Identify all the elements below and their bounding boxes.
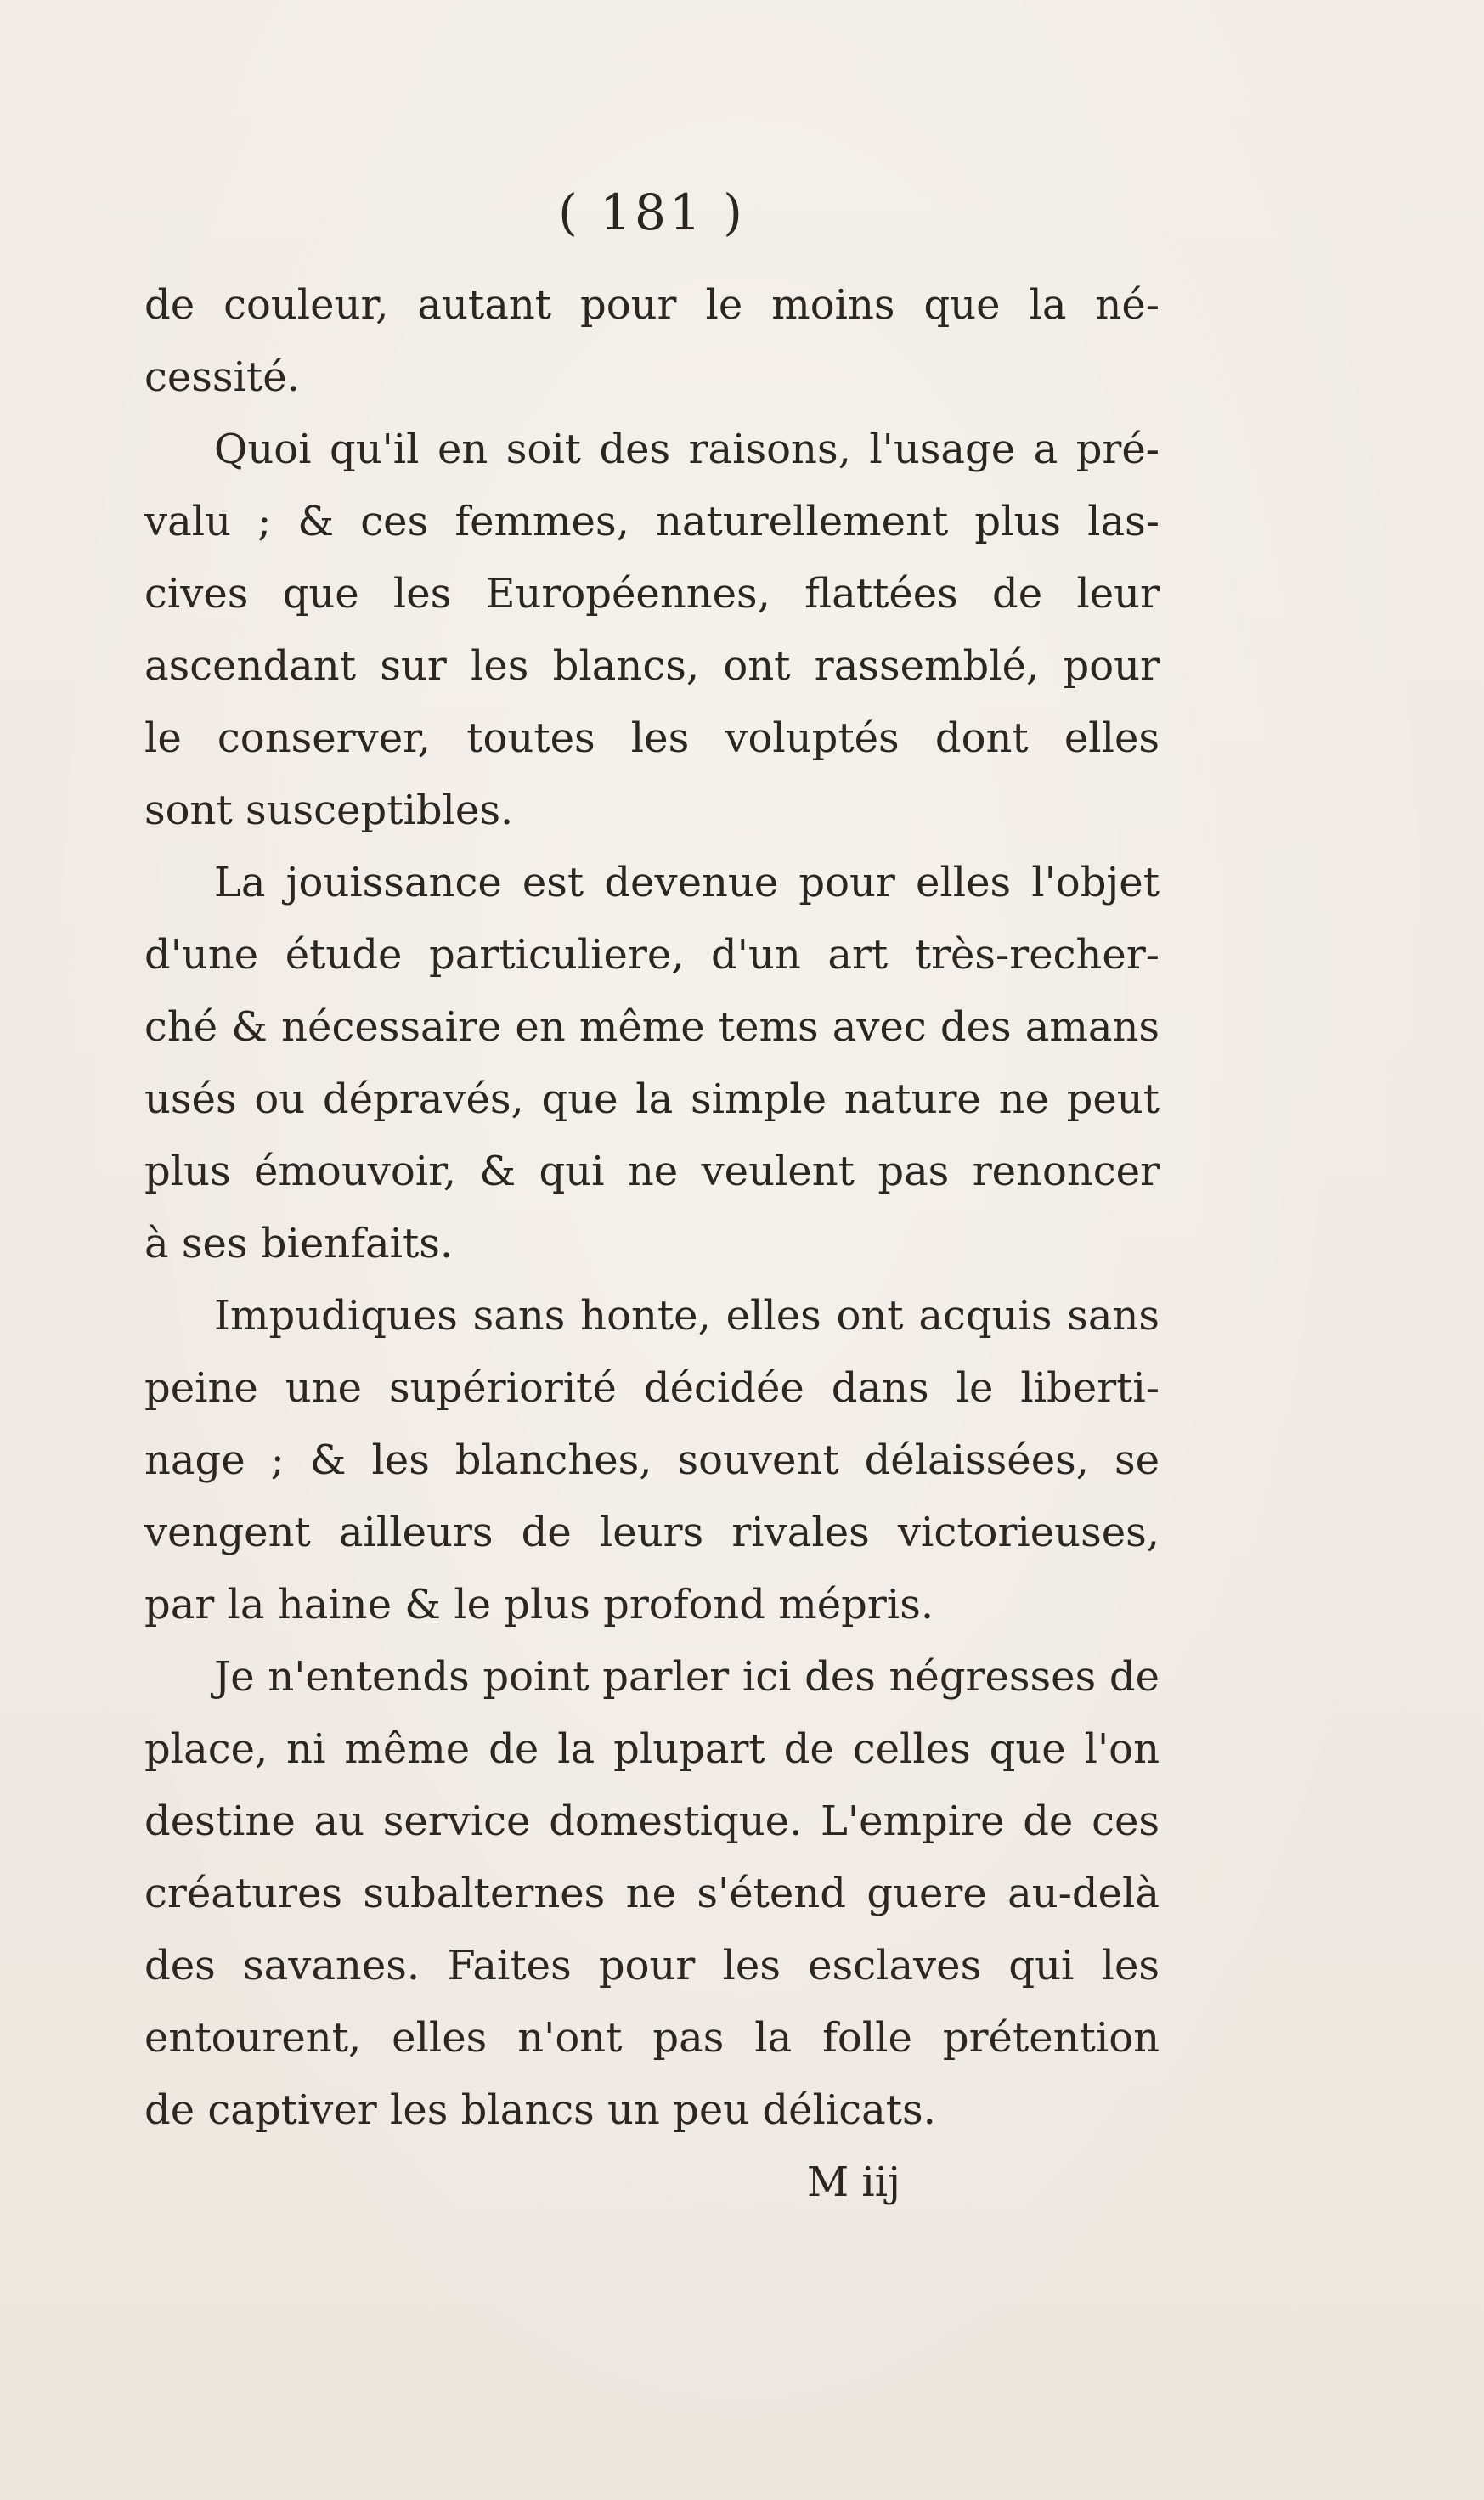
text-line: La jouissance est devenue pour elles l'objet	[214, 859, 1160, 906]
text-line: destine au service domestique. L'empire de ces	[144, 1797, 1160, 1845]
text-line: ché & nécessaire en même tems avec des amans	[144, 1003, 1160, 1051]
text-line: sont susceptibles.	[144, 787, 514, 834]
text-line: Je n'entends point parler ici des négresses de	[214, 1653, 1160, 1701]
text-line: valu ; & ces femmes, naturellement plus las-	[144, 498, 1160, 545]
text-line: Quoi qu'il en soit des raisons, l'usage a pré-	[214, 426, 1160, 473]
text-line: plus émouvoir, & qui ne veulent pas renoncer	[144, 1148, 1160, 1195]
text-line: cessité.	[144, 353, 300, 401]
text-line: Impudiques sans honte, elles ont acquis sans	[214, 1292, 1160, 1340]
text-block	[144, 174, 1160, 2219]
signature-mark: M iij	[807, 2159, 900, 2206]
text-line: entourent, elles n'ont pas la folle prétention	[144, 2014, 1160, 2062]
text-line: usés ou dépravés, que la simple nature ne peut	[144, 1075, 1160, 1123]
text-line: à ses bienfaits.	[144, 1220, 454, 1267]
text-line: nage ; & les blanches, souvent délaissées, se	[144, 1436, 1160, 1484]
text-line: d'une étude particuliere, d'un art très-recher-	[144, 931, 1160, 979]
text-line: place, ni même de la plupart de celles que l'on	[144, 1725, 1160, 1773]
text-line: de couleur, autant pour le moins que la né-	[144, 281, 1160, 329]
text-line: par la haine & le plus profond mépris.	[144, 1581, 934, 1628]
page-number-header: ( 181 )	[558, 183, 746, 241]
text-line: peine une supériorité décidée dans le liberti-	[144, 1364, 1160, 1412]
text-line: ascendant sur les blancs, ont rassemblé, pour	[144, 642, 1160, 690]
text-line: le conserver, toutes les voluptés dont elles	[144, 714, 1160, 762]
text-line: vengent ailleurs de leurs rivales victorieuses,	[144, 1509, 1160, 1556]
text-line: créatures subalternes ne s'étend guere au-delà	[144, 1870, 1160, 1917]
text-line: cives que les Européennes, flattées de leur	[144, 570, 1160, 618]
text-line: des savanes. Faites pour les esclaves qui les	[144, 1942, 1160, 1989]
text-line: de captiver les blancs un peu délicats.	[144, 2086, 936, 2134]
